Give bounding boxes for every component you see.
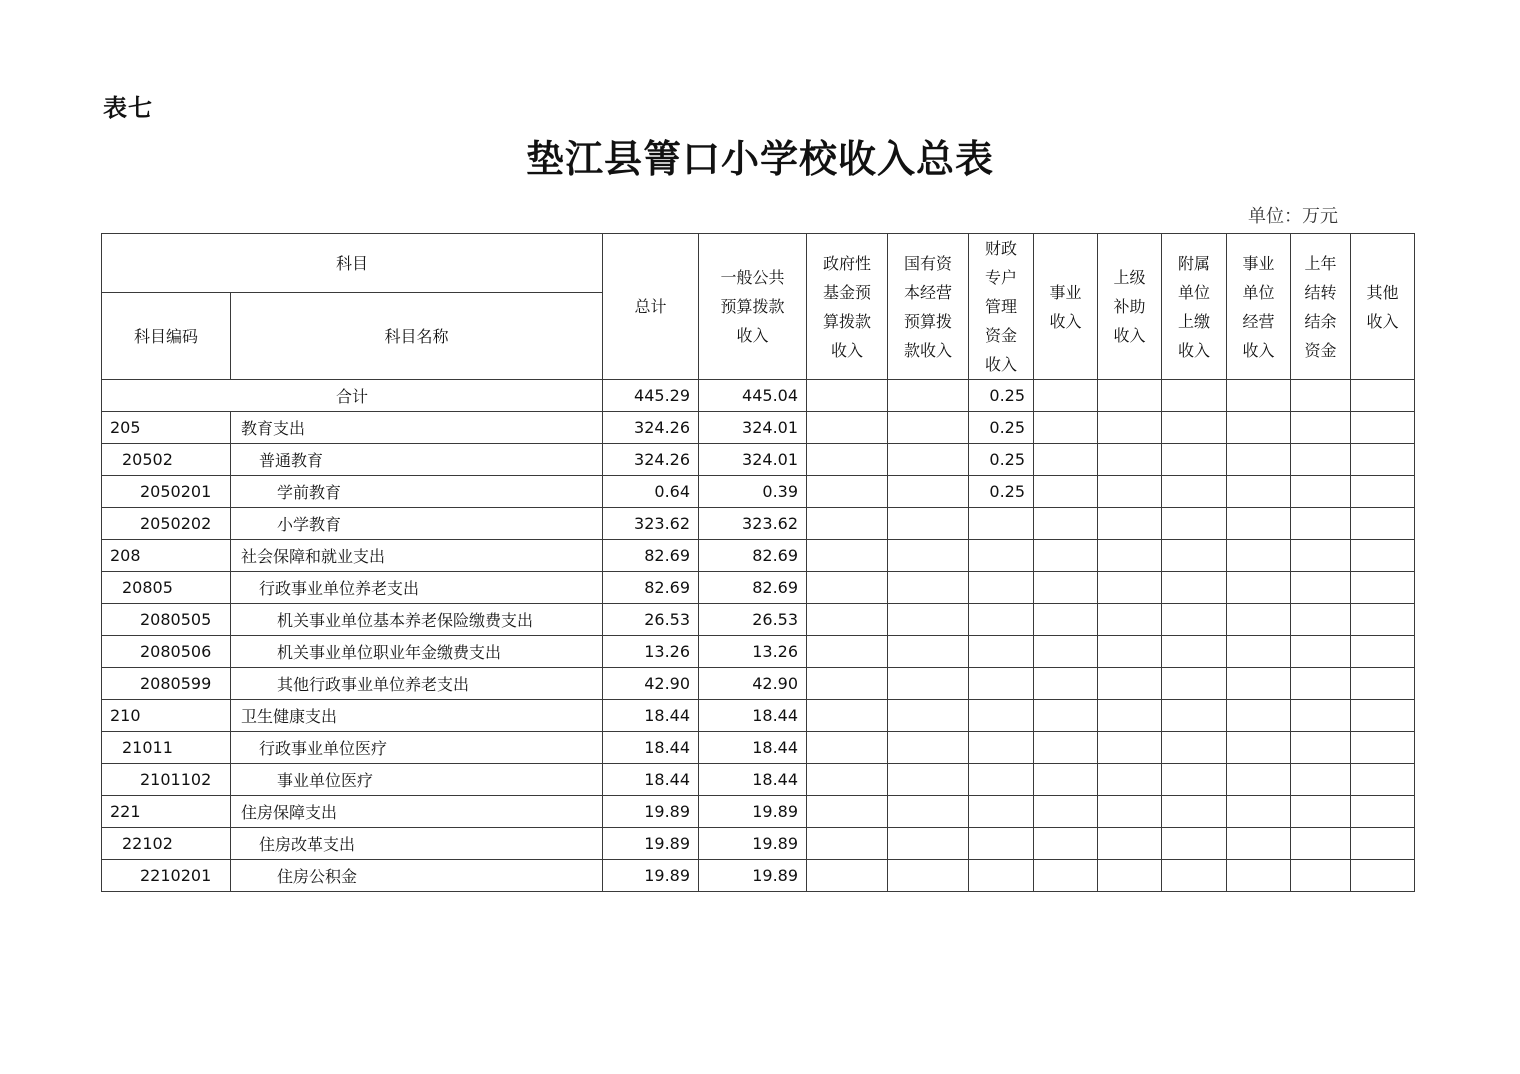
value-cell (1227, 796, 1291, 828)
value-cell: 19.89 (603, 860, 699, 892)
value-cell (1034, 668, 1098, 700)
header-column-3 (888, 234, 969, 380)
value-cell (1098, 508, 1162, 540)
value-cell: 19.89 (603, 828, 699, 860)
total-value-cell (807, 380, 888, 412)
value-cell: 19.89 (699, 860, 807, 892)
header-column-line: 一般公共 (720, 268, 785, 287)
table-row (102, 668, 1415, 700)
income-summary-table (101, 233, 1415, 892)
value-cell (1291, 572, 1351, 604)
value-cell (1291, 476, 1351, 508)
value-cell (969, 668, 1034, 700)
table-row (102, 476, 1415, 508)
value-cell (1291, 604, 1351, 636)
value-cell: 13.26 (699, 636, 807, 668)
value-cell (807, 668, 888, 700)
value-cell (969, 572, 1034, 604)
header-column-line: 结余 (1304, 311, 1337, 331)
value-cell: 82.69 (699, 572, 807, 604)
header-subject-name: 科目名称 (231, 293, 603, 380)
subject-code-cell: 2080506 (102, 636, 231, 668)
value-cell (1227, 668, 1291, 700)
subject-code-cell: 22102 (102, 828, 231, 860)
subject-name-cell: 小学教育 (231, 508, 603, 540)
subject-code-cell: 208 (102, 540, 231, 572)
header-column-line: 单位 (1242, 282, 1275, 302)
value-cell: 82.69 (603, 540, 699, 572)
value-cell: 0.25 (969, 476, 1034, 508)
header-column-2 (807, 234, 888, 380)
header-column-line: 预算拨 (904, 311, 953, 331)
header-column-line: 收入 (736, 326, 769, 345)
table-number-label: 表七 (103, 94, 153, 122)
subject-name-cell: 行政事业单位养老支出 (231, 572, 603, 604)
value-cell (1034, 604, 1098, 636)
value-cell: 18.44 (603, 764, 699, 796)
value-cell (1227, 476, 1291, 508)
subject-name-cell: 行政事业单位医疗 (231, 732, 603, 764)
value-cell (807, 764, 888, 796)
header-column-9 (1291, 234, 1351, 380)
value-cell: 323.62 (699, 508, 807, 540)
value-cell: 42.90 (699, 668, 807, 700)
value-cell (1351, 732, 1415, 764)
value-cell (1291, 412, 1351, 444)
table-row (102, 828, 1415, 860)
header-column-4 (969, 234, 1034, 380)
value-cell (1227, 636, 1291, 668)
unit-label: 单位：万元 (1248, 206, 1338, 227)
value-cell: 324.26 (603, 444, 699, 476)
value-cell: 18.44 (699, 764, 807, 796)
value-cell (1227, 860, 1291, 892)
subject-code-cell: 2050201 (102, 476, 231, 508)
header-column-line: 总计 (634, 297, 667, 316)
subject-code-cell: 205 (102, 412, 231, 444)
total-value-cell: 0.25 (969, 380, 1034, 412)
subject-name-cell: 机关事业单位职业年金缴费支出 (231, 636, 603, 668)
header-column-line: 结转 (1304, 282, 1337, 302)
value-cell (807, 700, 888, 732)
subject-name-cell: 住房改革支出 (231, 828, 603, 860)
total-value-cell (1291, 380, 1351, 412)
table-row (102, 508, 1415, 540)
value-cell (1351, 444, 1415, 476)
subject-name-cell: 社会保障和就业支出 (231, 540, 603, 572)
value-cell (1291, 636, 1351, 668)
subject-name-cell: 住房公积金 (231, 860, 603, 892)
value-cell (807, 540, 888, 572)
value-cell (1034, 636, 1098, 668)
value-cell: 0.25 (969, 444, 1034, 476)
header-subject-code: 科目编码 (102, 293, 231, 380)
value-cell (1351, 604, 1415, 636)
value-cell (1162, 572, 1227, 604)
value-cell (1291, 860, 1351, 892)
header-column-line: 单位 (1178, 282, 1211, 302)
header-column-line: 本经营 (904, 282, 953, 302)
header-column-0 (603, 234, 699, 380)
header-column-line: 预算拨款 (720, 297, 785, 316)
value-cell (969, 540, 1034, 572)
value-cell (1034, 700, 1098, 732)
value-cell: 26.53 (603, 604, 699, 636)
header-column-line: 收入 (1242, 340, 1275, 360)
value-cell (888, 540, 969, 572)
subject-name-cell: 卫生健康支出 (231, 700, 603, 732)
table-row (102, 636, 1415, 668)
header-column-line: 收入 (1178, 340, 1211, 360)
subject-name-cell: 普通教育 (231, 444, 603, 476)
header-column-line: 事业 (1049, 282, 1082, 302)
value-cell (807, 412, 888, 444)
value-cell (969, 604, 1034, 636)
value-cell (969, 636, 1034, 668)
value-cell (1227, 700, 1291, 732)
value-cell (807, 796, 888, 828)
value-cell (1098, 668, 1162, 700)
value-cell (1162, 700, 1227, 732)
header-column-line: 收入 (1366, 311, 1399, 331)
value-cell (807, 828, 888, 860)
subject-name-cell: 学前教育 (231, 476, 603, 508)
total-value-cell: 445.04 (699, 380, 807, 412)
value-cell (1227, 572, 1291, 604)
value-cell: 324.26 (603, 412, 699, 444)
value-cell (1291, 732, 1351, 764)
value-cell (1098, 700, 1162, 732)
value-cell (1227, 828, 1291, 860)
table-row (102, 796, 1415, 828)
header-column-line: 管理 (985, 297, 1018, 316)
total-value-cell (1162, 380, 1227, 412)
value-cell (1351, 668, 1415, 700)
value-cell (1162, 412, 1227, 444)
subject-code-cell: 21011 (102, 732, 231, 764)
value-cell (1227, 508, 1291, 540)
value-cell (1351, 796, 1415, 828)
value-cell (1098, 604, 1162, 636)
value-cell (807, 572, 888, 604)
value-cell (969, 860, 1034, 892)
subject-code-cell: 2050202 (102, 508, 231, 540)
value-cell (1098, 444, 1162, 476)
table-row (102, 444, 1415, 476)
value-cell (1162, 732, 1227, 764)
document-title: 垫江县箐口小学校收入总表 (525, 136, 994, 181)
table-row (102, 860, 1415, 892)
value-cell (888, 700, 969, 732)
table-row (102, 540, 1415, 572)
subject-name-cell: 事业单位医疗 (231, 764, 603, 796)
header-column-line: 收入 (1113, 326, 1146, 345)
value-cell (1098, 636, 1162, 668)
value-cell: 26.53 (699, 604, 807, 636)
value-cell (1162, 668, 1227, 700)
subject-code-cell: 210 (102, 700, 231, 732)
value-cell (1351, 412, 1415, 444)
value-cell (1227, 412, 1291, 444)
table-row (102, 764, 1415, 796)
header-column-line: 上级 (1113, 268, 1146, 287)
value-cell (1351, 828, 1415, 860)
header-column-1 (699, 234, 807, 380)
value-cell (1034, 540, 1098, 572)
value-cell (1162, 604, 1227, 636)
value-cell: 324.01 (699, 412, 807, 444)
value-cell (1227, 764, 1291, 796)
value-cell (1291, 700, 1351, 732)
value-cell (1034, 860, 1098, 892)
header-subject-group: 科目 (102, 234, 603, 293)
value-cell (1351, 860, 1415, 892)
value-cell (1034, 412, 1098, 444)
header-column-line: 事业 (1242, 253, 1275, 273)
value-cell (969, 828, 1034, 860)
value-cell: 324.01 (699, 444, 807, 476)
value-cell: 19.89 (699, 828, 807, 860)
header-column-line: 基金预 (823, 282, 872, 302)
header-column-line: 收入 (831, 340, 864, 360)
header-column-line: 专户 (985, 268, 1018, 287)
value-cell (888, 796, 969, 828)
value-cell (969, 764, 1034, 796)
value-cell: 82.69 (603, 572, 699, 604)
table-row (102, 412, 1415, 444)
value-cell (1034, 508, 1098, 540)
header-column-line: 经营 (1242, 311, 1275, 331)
value-cell (1034, 764, 1098, 796)
value-cell: 13.26 (603, 636, 699, 668)
header-column-line: 上缴 (1178, 311, 1211, 331)
value-cell (807, 508, 888, 540)
value-cell: 0.39 (699, 476, 807, 508)
value-cell (888, 764, 969, 796)
header-column-line: 附属 (1178, 253, 1211, 273)
subject-name-cell: 其他行政事业单位养老支出 (231, 668, 603, 700)
value-cell (1162, 828, 1227, 860)
value-cell (1351, 636, 1415, 668)
value-cell (1162, 796, 1227, 828)
header-column-8 (1227, 234, 1291, 380)
value-cell (969, 796, 1034, 828)
header-column-6 (1098, 234, 1162, 380)
value-cell (1034, 828, 1098, 860)
value-cell (969, 732, 1034, 764)
value-cell: 42.90 (603, 668, 699, 700)
value-cell (1162, 508, 1227, 540)
value-cell (888, 572, 969, 604)
table-body (102, 380, 1415, 892)
value-cell (1034, 732, 1098, 764)
header-column-7 (1162, 234, 1227, 380)
value-cell: 18.44 (699, 700, 807, 732)
total-label: 合计 (102, 380, 603, 412)
value-cell (1351, 700, 1415, 732)
value-cell: 82.69 (699, 540, 807, 572)
value-cell (1034, 796, 1098, 828)
value-cell (888, 860, 969, 892)
value-cell (888, 828, 969, 860)
value-cell: 18.44 (603, 700, 699, 732)
table-row (102, 604, 1415, 636)
subject-name-cell: 机关事业单位基本养老保险缴费支出 (231, 604, 603, 636)
value-cell (1034, 572, 1098, 604)
header-column-line: 收入 (1049, 311, 1082, 331)
value-cell (1162, 540, 1227, 572)
total-value-cell: 445.29 (603, 380, 699, 412)
value-cell (969, 700, 1034, 732)
value-cell (888, 668, 969, 700)
subject-code-cell: 2210201 (102, 860, 231, 892)
subject-code-cell: 2080505 (102, 604, 231, 636)
value-cell: 18.44 (603, 732, 699, 764)
value-cell (1162, 860, 1227, 892)
subject-code-cell: 2101102 (102, 764, 231, 796)
header-column-line: 政府性 (823, 253, 872, 273)
value-cell: 0.25 (969, 412, 1034, 444)
value-cell: 323.62 (603, 508, 699, 540)
value-cell (1162, 764, 1227, 796)
header-column-line: 财政 (985, 239, 1018, 258)
value-cell (1098, 828, 1162, 860)
value-cell (1098, 860, 1162, 892)
total-value-cell (1098, 380, 1162, 412)
subject-code-cell: 20502 (102, 444, 231, 476)
subject-name-cell: 住房保障支出 (231, 796, 603, 828)
value-cell (1291, 668, 1351, 700)
value-cell (1162, 476, 1227, 508)
value-cell: 19.89 (699, 796, 807, 828)
value-cell (1098, 476, 1162, 508)
table-row (102, 732, 1415, 764)
value-cell (1291, 444, 1351, 476)
table-row (102, 700, 1415, 732)
value-cell (1098, 412, 1162, 444)
header-column-line: 收入 (985, 355, 1018, 374)
value-cell (1351, 572, 1415, 604)
value-cell (1227, 444, 1291, 476)
value-cell (807, 860, 888, 892)
subject-code-cell: 2080599 (102, 668, 231, 700)
value-cell: 19.89 (603, 796, 699, 828)
value-cell (888, 604, 969, 636)
table-row (102, 572, 1415, 604)
value-cell (888, 412, 969, 444)
value-cell (888, 444, 969, 476)
header-column-line: 其他 (1366, 282, 1399, 302)
value-cell (1291, 764, 1351, 796)
total-value-cell (1227, 380, 1291, 412)
value-cell (1351, 476, 1415, 508)
value-cell (807, 476, 888, 508)
header-column-10 (1351, 234, 1415, 380)
header-column-line: 资金 (985, 326, 1018, 345)
subject-code-cell: 221 (102, 796, 231, 828)
total-value-cell (1034, 380, 1098, 412)
value-cell (888, 732, 969, 764)
header-column-5 (1034, 234, 1098, 380)
subject-name-cell: 教育支出 (231, 412, 603, 444)
total-value-cell (888, 380, 969, 412)
value-cell (1227, 540, 1291, 572)
value-cell (1034, 444, 1098, 476)
value-cell (1162, 444, 1227, 476)
value-cell: 0.64 (603, 476, 699, 508)
value-cell: 18.44 (699, 732, 807, 764)
value-cell (807, 604, 888, 636)
total-row (102, 380, 1415, 412)
value-cell (1351, 540, 1415, 572)
value-cell (1291, 540, 1351, 572)
total-value-cell (1351, 380, 1415, 412)
value-cell (1291, 796, 1351, 828)
value-cell (1034, 476, 1098, 508)
value-cell (888, 476, 969, 508)
value-cell (888, 636, 969, 668)
value-cell (1351, 764, 1415, 796)
header-column-line: 款收入 (904, 340, 953, 360)
value-cell (807, 636, 888, 668)
value-cell (888, 508, 969, 540)
value-cell (1098, 796, 1162, 828)
value-cell (969, 508, 1034, 540)
value-cell (1291, 828, 1351, 860)
subject-code-cell: 20805 (102, 572, 231, 604)
header-column-line: 资金 (1304, 340, 1337, 360)
value-cell (807, 444, 888, 476)
header-column-line: 上年 (1304, 253, 1337, 273)
value-cell (807, 732, 888, 764)
value-cell (1291, 508, 1351, 540)
value-cell (1227, 732, 1291, 764)
value-cell (1098, 764, 1162, 796)
header-column-line: 国有资 (904, 253, 953, 273)
value-cell (1098, 732, 1162, 764)
value-cell (1162, 636, 1227, 668)
header-column-line: 补助 (1113, 297, 1146, 316)
table-header (102, 234, 1415, 380)
value-cell (1098, 540, 1162, 572)
header-column-line: 算拨款 (823, 311, 872, 331)
value-cell (1351, 508, 1415, 540)
value-cell (1098, 572, 1162, 604)
value-cell (1227, 604, 1291, 636)
